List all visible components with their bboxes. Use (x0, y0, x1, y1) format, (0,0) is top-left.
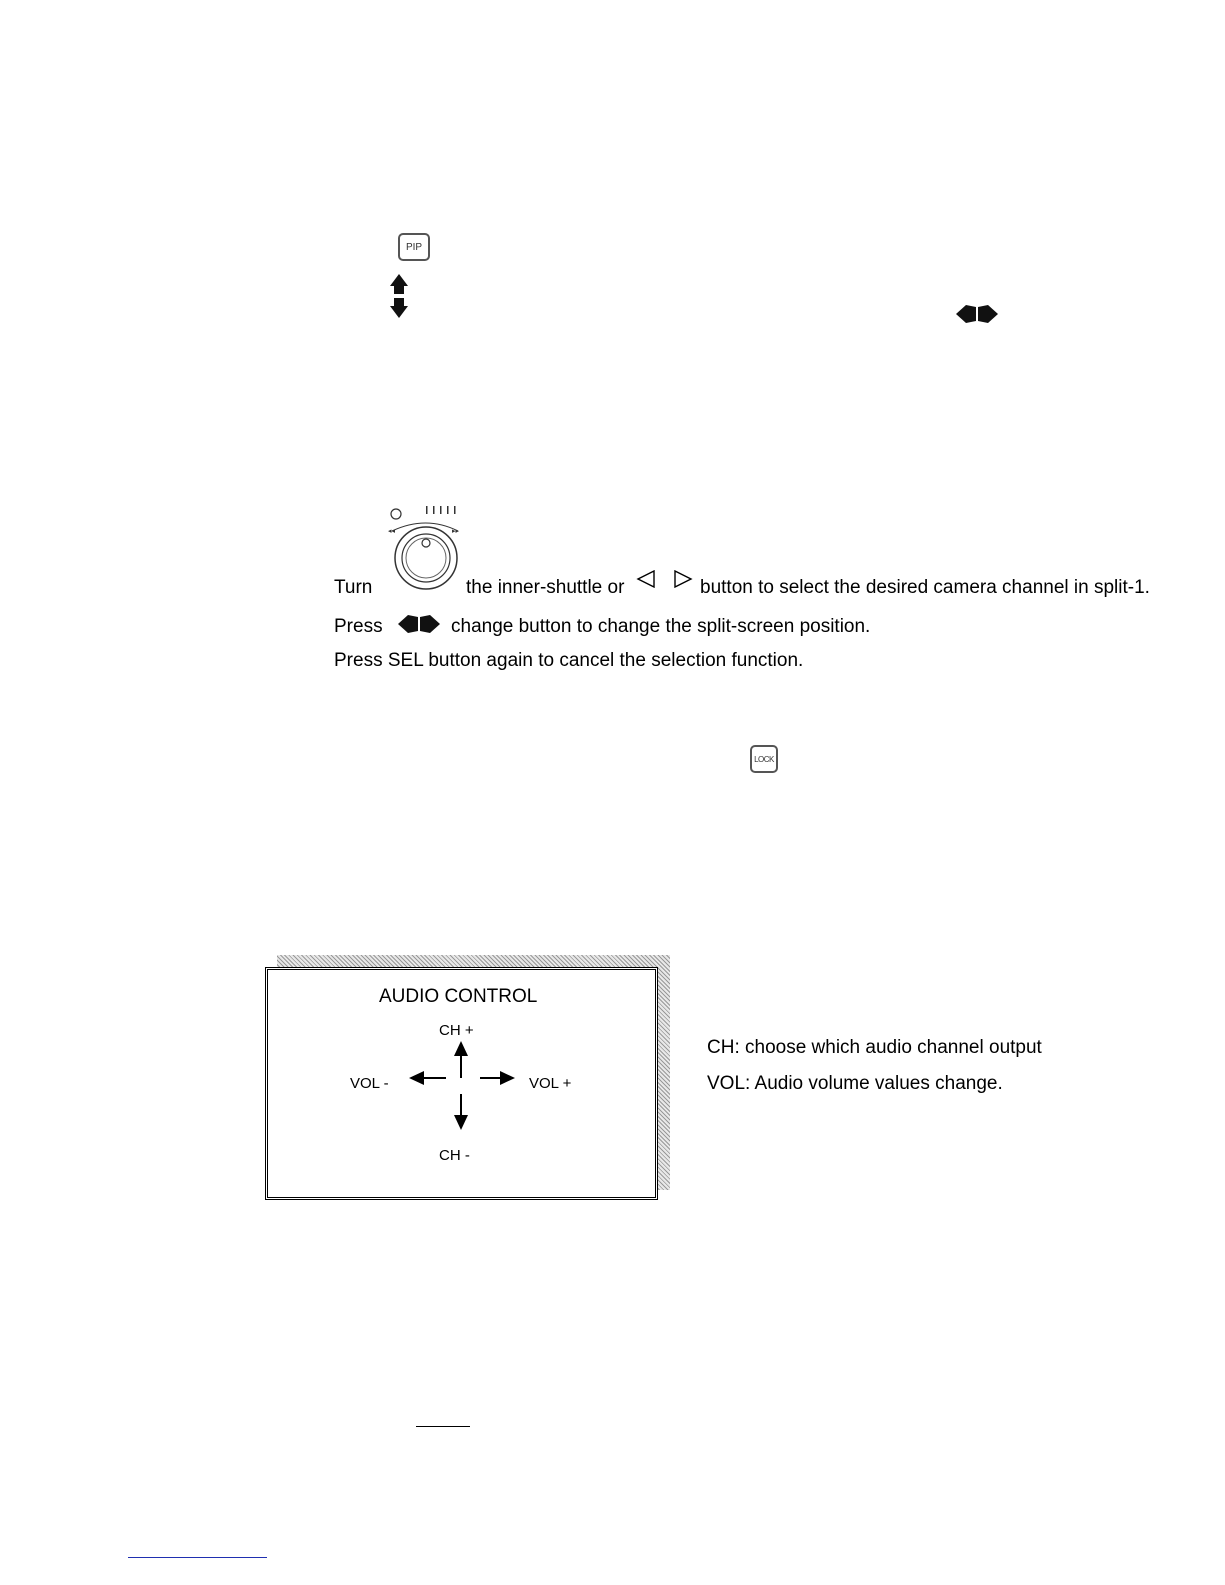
vol-minus-label: VOL - (350, 1075, 389, 1092)
lock-button-label: LOCK (754, 754, 774, 764)
vol-plus-label: VOL + (529, 1075, 572, 1092)
instruction-press-suffix: change button to change the split-screen position. (451, 616, 871, 637)
audio-control-panel (265, 967, 658, 1200)
audio-note-ch: CH: choose which audio channel output (707, 1037, 1042, 1058)
svg-text:▸▸: ▸▸ (452, 528, 460, 535)
left-right-arrows-icon (954, 303, 1000, 325)
instruction-turn-suffix: the inner-shuttle or (466, 577, 625, 598)
instruction-turn: Turn (334, 577, 373, 598)
svg-text:◂◂: ◂◂ (388, 528, 396, 535)
ch-plus-label: CH + (439, 1022, 474, 1039)
instruction-press: Press (334, 616, 383, 637)
up-down-arrows-icon (388, 272, 410, 320)
audio-panel-title: AUDIO CONTROL (379, 986, 538, 1007)
ch-minus-label: CH - (439, 1147, 470, 1164)
left-triangle-icon (636, 570, 656, 588)
pip-button-label: PIP (405, 241, 423, 253)
shuttle-dial-icon (386, 503, 468, 595)
left-right-arrows-icon-inline (396, 613, 442, 635)
right-triangle-icon (673, 570, 693, 588)
direction-arrows-icon (268, 970, 658, 1200)
instruction-turn-end: button to select the desired camera channel in split-1. (700, 577, 1150, 598)
lock-button-icon (750, 745, 778, 773)
divider (416, 1426, 470, 1427)
audio-note-vol: VOL: Audio volume values change. (707, 1073, 1003, 1094)
footnote-divider (128, 1557, 267, 1558)
instruction-press-sel: Press SEL button again to cancel the selection function. (334, 650, 804, 671)
pip-button-icon (398, 233, 430, 261)
